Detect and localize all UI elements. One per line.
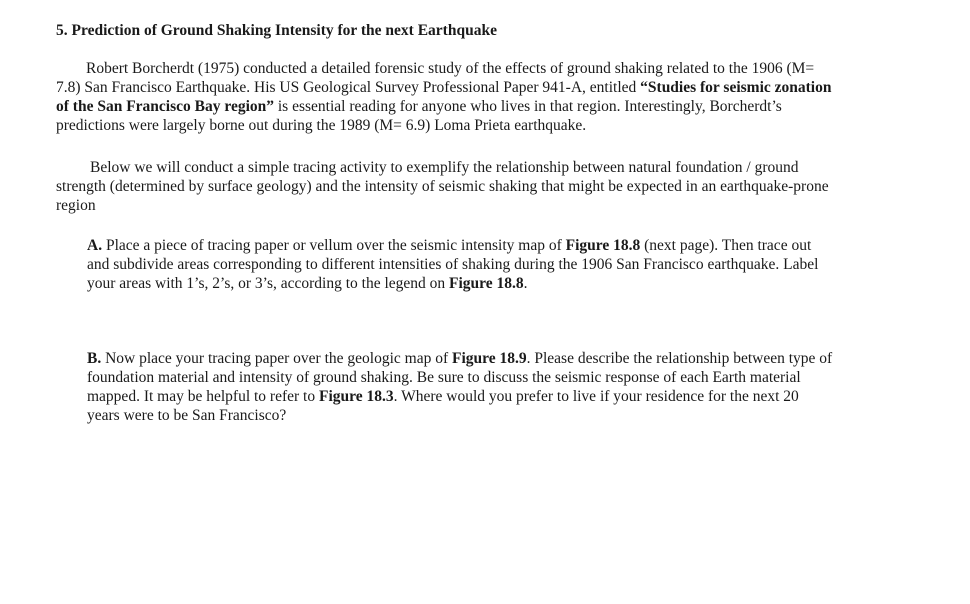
paper-title-bold: “Studies for seismic zonation [640,79,832,96]
intro-text: Robert Borcherdt (1975) conducted a detailed forensic study of the effects of ground shaking related to the 1906 (M= [86,60,815,77]
activity-line [56,177,926,196]
figure-ref: Figure 18.9 [452,350,527,367]
part-b-text: mapped. It may be helpful to refer to [87,388,319,405]
part-a-line [87,274,927,293]
part-a-instructions [87,236,927,293]
part-b-text: . Please describe the relationship between type of [526,350,833,367]
figure-ref: Figure 18.8 [565,237,641,254]
figure-ref: Figure 18.3 [319,388,394,405]
part-b-text: years were to be San Francisco? [87,407,287,424]
part-a-text: your areas with 1’s, 2’s, or 3’s, according to the legend on [87,275,450,292]
activity-line [56,196,926,215]
part-b-instructions [87,349,927,425]
section-heading: 5. Prediction of Ground Shaking Intensity for the next Earthquake [56,22,497,39]
intro-line [56,97,926,116]
part-b-text: . Where would you prefer to live if your residence for the next 20 [393,388,799,405]
paper-title-bold: of the San Francisco Bay region” [56,98,274,115]
intro-paragraph [56,59,926,135]
part-b-label: B. [87,350,102,367]
part-b-line [87,368,927,387]
part-a-text: and subdivide areas corresponding to different intensities of shaking during the 1906 San Francisco earthquake. Label [87,256,819,273]
activity-text: strength (determined by surface geology) and the intensity of seismic shaking that might be expected in an earthquake-prone [56,178,829,195]
figure-ref: Figure 18.8 [449,275,524,292]
part-a-text: Place a piece of tracing paper or vellum over the seismic intensity map of [102,237,566,254]
part-a-text: . [523,275,528,292]
part-a-label: A. [87,237,103,254]
intro-line [56,78,926,97]
part-b-line [87,387,927,406]
part-b-text: Now place your tracing paper over the geologic map of [101,350,452,367]
activity-paragraph [56,158,926,215]
activity-text: region [56,197,96,214]
intro-text: is essential reading for anyone who lives in that region. Interestingly, Borcherdt’s [274,98,782,115]
intro-text: predictions were largely borne out during the 1989 (M= 6.9) Loma Prieta earthquake. [56,117,587,134]
intro-line [56,116,926,135]
part-a-text: (next page). Then trace out [640,237,812,254]
part-b-line [87,406,927,425]
intro-line [56,59,926,78]
activity-line [56,158,926,177]
activity-text: Below we will conduct a simple tracing activity to exemplify the relationship between natural foundation / ground [90,159,799,176]
part-b-line [87,349,927,368]
part-b-text: foundation material and intensity of ground shaking. Be sure to discuss the seismic response of each Earth material [87,369,801,386]
part-a-line [87,236,927,255]
intro-text: 7.8) San Francisco Earthquake. His US Geological Survey Professional Paper 941-A, entitled [56,79,641,96]
part-a-line [87,255,927,274]
